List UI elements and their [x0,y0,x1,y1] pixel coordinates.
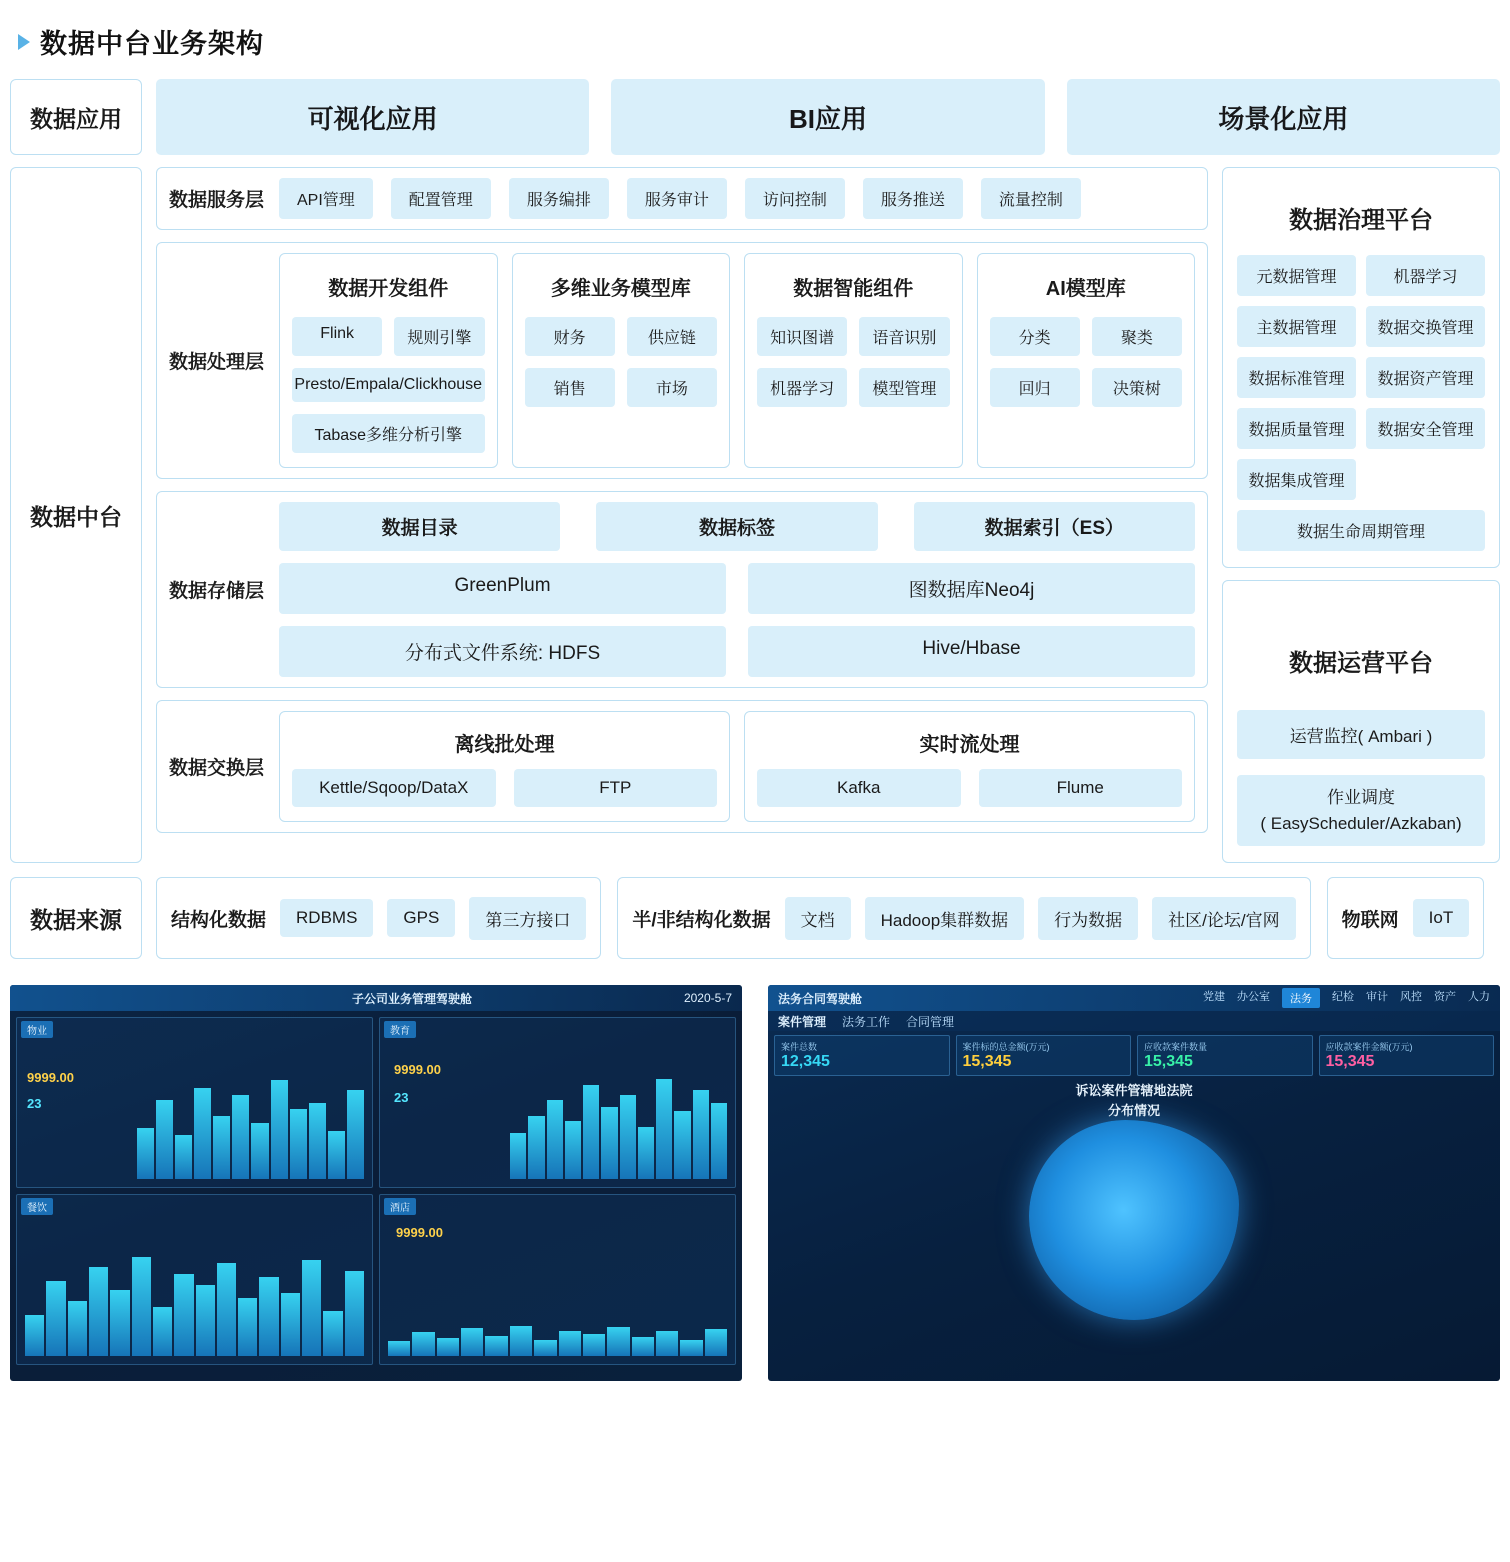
source-group-structured [156,877,601,959]
governance-grid [1237,255,1485,500]
card-title-data-intelligence: 数据智能组件 [793,278,914,300]
card-data-intelligence [744,253,963,468]
data-source-groups [156,877,1500,959]
chip-third-party-api[interactable]: 第三方接口 [469,897,586,940]
left-dashboard-panels [10,1011,742,1371]
right-dashboard-nav [1203,988,1490,1008]
storage-layer-label: 数据存储层 [169,581,265,602]
cell-master-data-management[interactable]: 主数据管理 [1237,306,1356,347]
cell-hdfs[interactable]: 分布式文件系统: HDFS [279,626,726,677]
panel-education[interactable] [379,1017,736,1188]
model-row-2 [525,368,718,407]
kpi-receivable-count-value: 15,345 [1144,1053,1193,1070]
left-col-2 [379,1017,736,1365]
exchange-layer [156,700,1208,833]
triangle-marker-icon [18,34,30,50]
kpi-total-cases[interactable] [774,1035,950,1076]
map-title-line2: 分布情况 [1107,1102,1161,1118]
governance-panel [1222,167,1500,568]
kpi-receivable-amount[interactable] [1319,1035,1495,1076]
ai-row-1 [990,317,1183,356]
app-cell-scenario[interactable]: 场景化应用 [1067,79,1500,155]
app-cell-visualization[interactable]: 可视化应用 [156,79,589,155]
data-platform-label: 数据中台 [10,167,142,863]
cell-neo4j[interactable]: 图数据库Neo4j [748,563,1195,614]
tab-legal-work[interactable]: 法务工作 [842,1014,891,1029]
map-title [1075,1081,1192,1120]
service-layer [156,167,1208,230]
map-title-line1: 诉讼案件管辖地法院 [1075,1083,1193,1098]
exchange-layer-body [279,711,1195,822]
chip-supply-chain[interactable]: 供应链 [627,317,717,356]
cell-job-scheduling[interactable] [1237,775,1485,846]
chip-sales[interactable]: 销售 [525,368,615,407]
cell-data-tag[interactable]: 数据标签 [596,502,877,551]
card-title-data-development: 数据开发组件 [328,278,449,300]
cell-machine-learning[interactable]: 机器学习 [1366,255,1485,296]
chip-classification[interactable]: 分类 [990,317,1080,356]
panel-tag-education: 教育 [384,1021,416,1038]
panel-tag-catering: 餐饮 [21,1198,53,1215]
chip-behavior-data[interactable]: 行为数据 [1038,897,1138,940]
service-layer-label: 数据服务层 [169,190,265,211]
operation-title: 数据运营平台 [1289,650,1433,677]
storage-layer-body [279,502,1195,677]
data-source-label: 数据来源 [10,877,142,959]
chart-property-bars [137,1052,364,1179]
data-application-row [10,79,1500,155]
chip-regression[interactable]: 回归 [990,368,1080,407]
data-platform-right [1222,167,1500,863]
chip-service-push[interactable]: 服务推送 [863,178,963,219]
intel-row-2 [757,368,950,407]
page-title-row [0,0,1510,61]
cell-data-index[interactable]: 数据索引（ES） [914,502,1195,551]
tab-contract-management[interactable]: 合同管理 [906,1014,955,1029]
chip-decision-tree[interactable]: 决策树 [1092,368,1182,407]
app-cell-bi[interactable]: BI应用 [611,79,1044,155]
chip-config-management[interactable]: 配置管理 [391,178,491,219]
cell-data-integration-management[interactable]: 数据集成管理 [1237,459,1356,500]
chip-presto-empala-clickhouse[interactable]: Presto/Empala/Clickhouse [292,368,485,402]
chip-kafka[interactable]: Kafka [757,769,961,807]
chip-hadoop-cluster-data[interactable]: Hadoop集群数据 [865,897,1025,940]
panel-catering[interactable] [16,1194,373,1365]
panel-tag-property: 物业 [21,1021,53,1038]
chip-kettle-sqoop-datax[interactable]: Kettle/Sqoop/DataX [292,769,496,807]
chip-tabase-engine[interactable]: Tabase多维分析引擎 [292,414,485,453]
kpi-total-cases-label: 案件总数 [781,1042,818,1052]
chip-traffic-control[interactable]: 流量控制 [981,178,1081,219]
card-title-realtime-stream: 实时流处理 [919,734,1020,756]
chip-flink[interactable]: Flink [292,317,382,356]
screenshot-legal-dashboard[interactable] [768,985,1500,1381]
ai-row-2 [990,368,1183,407]
nav-item-audit[interactable]: 审计 [1366,991,1388,1003]
cell-hive-hbase[interactable]: Hive/Hbase [748,626,1195,677]
cell-data-lifecycle-management[interactable]: 数据生命周期管理 [1237,510,1485,551]
source-group-iot-label: 物联网 [1341,909,1399,931]
process-layer-cards [279,253,1195,468]
card-business-model-lib [512,253,731,468]
page-title: 数据中台业务架构 [40,29,264,59]
chip-speech-recognition[interactable]: 语音识别 [859,317,949,356]
cell-data-quality-management[interactable]: 数据质量管理 [1237,408,1356,449]
cell-data-standard-management[interactable]: 数据标准管理 [1237,357,1356,398]
card-title-ai-model-lib: AI模型库 [1045,278,1126,300]
chip-model-management[interactable]: 模型管理 [859,368,949,407]
data-platform-left [156,167,1208,863]
storage-bottom-row [279,626,1195,677]
chip-flume[interactable]: Flume [979,769,1183,807]
dev-row-1 [292,317,485,356]
kpi-case-amount-label: 案件标的总金额(万元) [962,1042,1050,1052]
nav-item-discipline[interactable]: 纪检 [1332,991,1354,1003]
card-title-offline-batch: 离线批处理 [454,734,555,756]
job-scheduling-line2: ( EasyScheduler/Azkaban) [1260,813,1462,833]
chip-document[interactable]: 文档 [785,897,851,940]
metric-hotel-1: 9999.00 [396,1225,443,1240]
metric-property-1: 9999.00 [27,1070,74,1085]
model-row-1 [525,317,718,356]
metric-education-1: 9999.00 [394,1062,441,1077]
nav-item-hr[interactable]: 人力 [1468,991,1490,1003]
cell-operation-monitoring[interactable]: 运营监控( Ambari ) [1237,710,1485,759]
chip-knowledge-graph[interactable]: 知识图谱 [757,317,847,356]
chip-community-forum-website[interactable]: 社区/论坛/官网 [1152,897,1295,940]
source-group-semi-unstructured-label: 半/非结构化数据 [632,909,771,931]
cell-data-catalog[interactable]: 数据目录 [279,502,560,551]
nav-item-office[interactable]: 办公室 [1237,991,1270,1003]
chip-machine-learning[interactable]: 机器学习 [757,368,847,407]
nav-item-party[interactable]: 党建 [1203,991,1225,1003]
chip-ftp[interactable]: FTP [514,769,718,807]
realtime-stream-chips [757,769,1182,807]
chip-market[interactable]: 市场 [627,368,717,407]
storage-top-row [279,502,1195,551]
chip-clustering[interactable]: 聚类 [1092,317,1182,356]
source-group-structured-label: 结构化数据 [171,909,267,931]
dashboard-screenshots [10,985,1500,1381]
data-application-label: 数据应用 [10,79,142,155]
chip-api-management[interactable]: API管理 [279,178,373,219]
right-dashboard-tabs [768,1011,1500,1031]
right-dashboard-header [768,985,1500,1011]
process-layer [156,242,1208,479]
source-group-iot [1327,877,1485,959]
source-group-semi-unstructured [617,877,1310,959]
province-map-shape [1029,1120,1239,1320]
cell-data-asset-management[interactable]: 数据资产管理 [1366,357,1485,398]
screenshot-subsidiary-dashboard[interactable] [10,985,742,1381]
card-offline-batch [279,711,730,822]
map-area[interactable] [768,1080,1500,1320]
right-dashboard-kpis [768,1031,1500,1080]
service-layer-chips [279,178,1195,219]
card-ai-model-lib [977,253,1196,468]
kpi-total-cases-value: 12,345 [781,1053,830,1070]
chip-iot[interactable]: IoT [1413,899,1470,937]
card-title-business-model-lib: 多维业务模型库 [550,278,691,300]
kpi-receivable-amount-label: 应收款案件金额(万元) [1325,1042,1413,1052]
storage-mid-row [279,563,1195,614]
card-data-development [279,253,498,468]
job-scheduling-line1: 作业调度 [1327,788,1395,807]
kpi-receivable-count-label: 应收款案件数量 [1144,1042,1208,1052]
metric-education-2: 23 [394,1090,409,1105]
kpi-receivable-amount-value: 15,345 [1325,1053,1375,1070]
kpi-receivable-count[interactable] [1137,1035,1313,1076]
left-dashboard-date: 2020-5-7 [683,991,732,1005]
kpi-case-amount-value: 15,345 [962,1053,1012,1070]
chip-service-audit[interactable]: 服务审计 [627,178,727,219]
right-dashboard-title: 法务合同驾驶舱 [778,991,863,1006]
chart-hotel-bars [388,1315,727,1356]
tab-case-management[interactable]: 案件管理 [778,1014,827,1029]
left-dashboard-header [10,985,742,1011]
nav-item-asset[interactable]: 资产 [1434,991,1456,1003]
chip-rule-engine[interactable]: 规则引擎 [394,317,484,356]
chip-access-control[interactable]: 访问控制 [745,178,845,219]
chip-finance[interactable]: 财务 [525,317,615,356]
metric-property-2: 23 [27,1096,42,1111]
nav-item-legal[interactable]: 法务 [1282,988,1320,1008]
panel-tag-hotel: 酒店 [384,1198,416,1215]
left-col-1 [16,1017,373,1365]
data-source-row [10,877,1500,959]
offline-batch-chips [292,769,717,807]
intel-row-1 [757,317,950,356]
process-layer-label: 数据处理层 [169,352,265,373]
cell-metadata-management[interactable]: 元数据管理 [1237,255,1356,296]
chart-catering-bars [25,1219,364,1356]
cell-data-exchange-management[interactable]: 数据交换管理 [1366,306,1485,347]
exchange-layer-label: 数据交换层 [169,758,265,779]
chip-gps[interactable]: GPS [387,899,455,937]
nav-item-risk[interactable]: 风控 [1400,991,1422,1003]
chip-service-orchestration[interactable]: 服务编排 [509,178,609,219]
storage-layer [156,491,1208,688]
data-platform-main [156,167,1500,863]
left-dashboard-title: 子公司业务管理驾驶舱 [351,991,472,1006]
governance-title: 数据治理平台 [1289,207,1433,234]
panel-property[interactable] [16,1017,373,1188]
chart-education-bars [510,1048,727,1179]
kpi-case-amount[interactable] [956,1035,1132,1076]
cell-greenplum[interactable]: GreenPlum [279,563,726,614]
operation-panel [1222,580,1500,863]
panel-hotel[interactable] [379,1194,736,1365]
card-realtime-stream [744,711,1195,822]
data-platform-row [10,167,1500,863]
cell-data-security-management[interactable]: 数据安全管理 [1366,408,1485,449]
data-application-cells [156,79,1500,155]
chip-rdbms[interactable]: RDBMS [280,899,373,937]
